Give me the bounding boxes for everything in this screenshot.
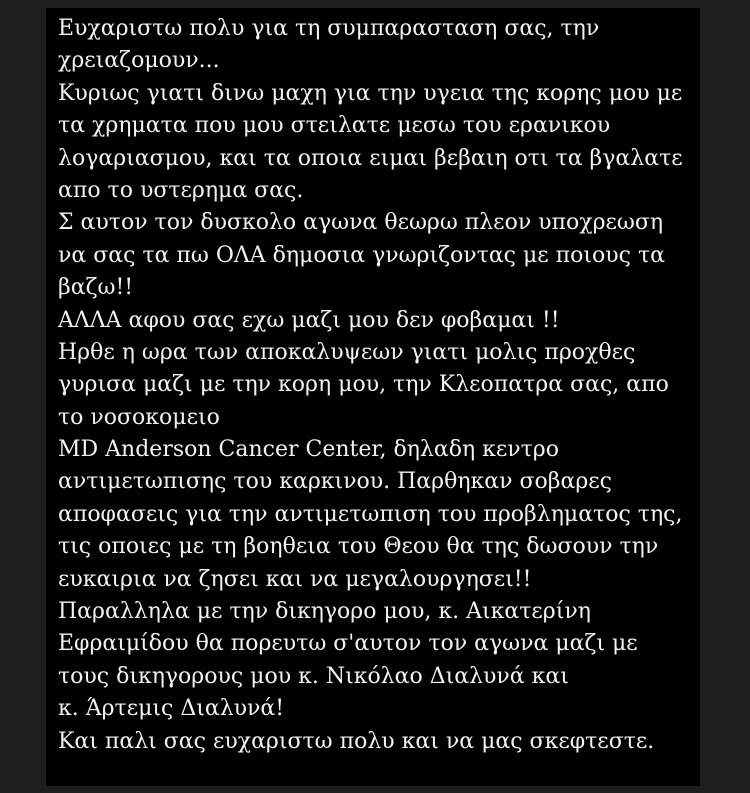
text-line: το νοσοκομειο	[58, 404, 220, 430]
text-line: να σας τα πω ΟΛΑ δημοσια γνωριζοντας με ποιους τα	[58, 242, 665, 268]
text-line: τα χρηματα που μου στειλατε μεσω του ερανικου	[58, 113, 611, 139]
text-line: Και παλι σας ευχαριστω πολυ και να μας σκεφτεστε.	[58, 728, 655, 754]
text-line: Κυριως γιατι δινω μαχη για την υγεια της κορης μου με	[58, 80, 683, 106]
text-line: Εφραιμίδου θα πορευτω σ'αυτον τον αγωνα μαζι με	[58, 631, 638, 657]
text-line: κ. Άρτεμις Διαλυνά!	[58, 696, 285, 722]
text-line: αντιμετωπισης του καρκινου. Παρθηκαν σοβαρες	[58, 469, 612, 495]
text-line: χρειαζομουν...	[58, 48, 220, 74]
post-text	[58, 13, 698, 758]
text-line: αποφασεις για την αντιμετωπιση του προβληματος της,	[58, 501, 683, 527]
text-line: γυρισα μαζι με την κορη μου, την Κλεοπατρα σας, απο	[58, 372, 669, 398]
text-line: ΑΛΛΑ αφου σας εχω μαζι μου δεν φοβαμαι !!	[58, 307, 560, 333]
text-line: απο το υστερημα σας.	[58, 177, 304, 203]
text-line: βαζω!!	[58, 275, 134, 301]
text-line: λογαριασμου, και τα οποια ειμαι βεβαιη οτι τα βγαλατε	[58, 145, 683, 171]
text-line: Ηρθε η ωρα των αποκαλυψεων γιατι μολις προχθες	[58, 339, 636, 365]
text-line: τους δικηγορους μου κ. Νικόλαο Διαλυνά και	[58, 663, 569, 689]
text-line: Ευχαριστω πολυ για τη συμπαρασταση σας, την	[58, 16, 600, 41]
text-line: τις οποιες με τη βοηθεια του Θεου θα της δωσουν την	[58, 534, 659, 560]
text-line: ευκαιρια να ζησει και να μεγαλουργησει!!	[58, 566, 532, 592]
text-line: MD Anderson Cancer Center, δηλαδη κεντρο	[58, 437, 559, 463]
text-line: Παραλληλα με την δικηγορο μου, κ. Αικατερίνη	[58, 599, 591, 625]
text-line: Σ αυτον τον δυσκολο αγωνα θεωρω πλεον υποχρεωση	[58, 210, 664, 236]
text-panel	[46, 8, 700, 786]
